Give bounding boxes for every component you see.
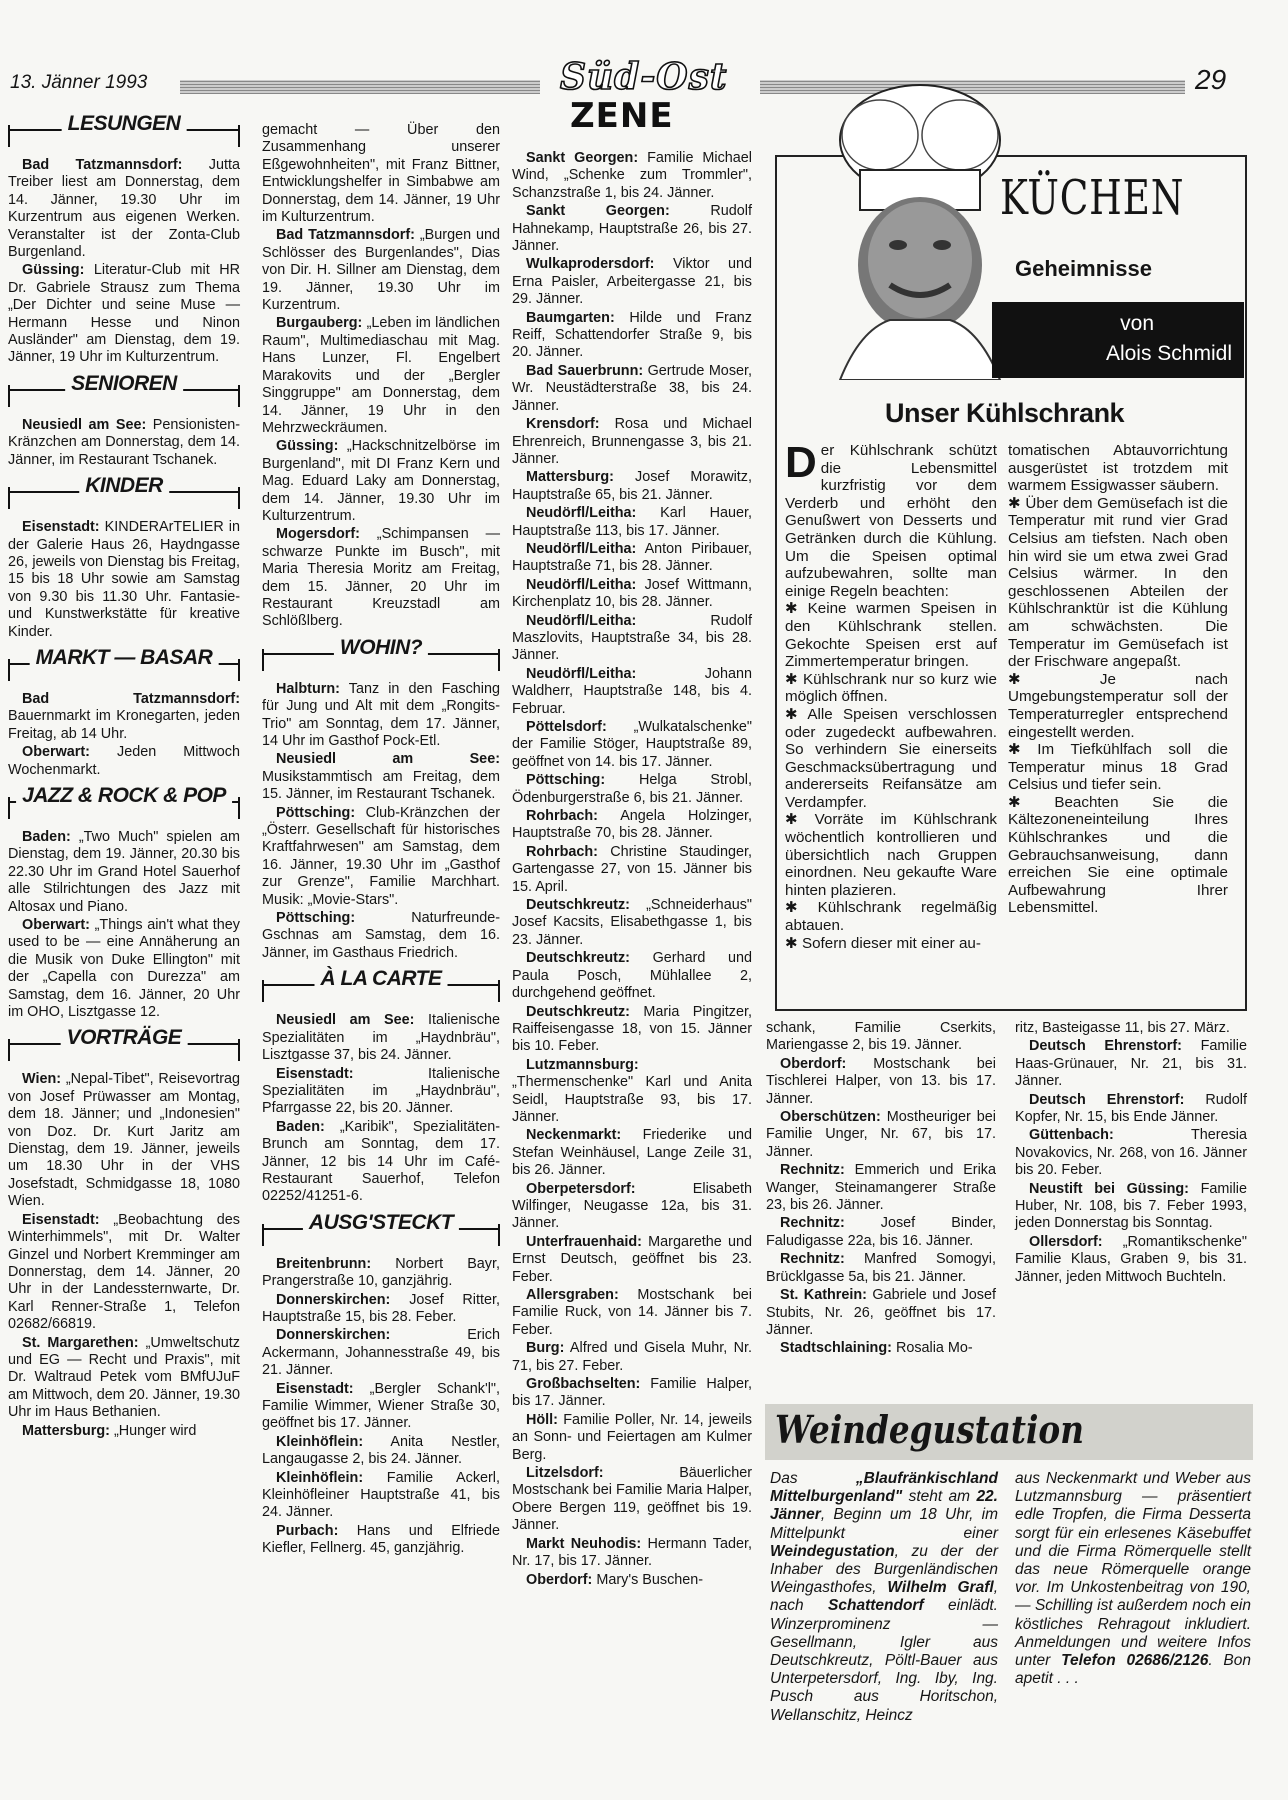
bullet-icon: ✱ — [1008, 494, 1026, 512]
event-entry — [8, 262, 240, 366]
column-heurige-2 — [766, 1020, 996, 1359]
event-entry — [766, 1251, 996, 1286]
event-entry — [8, 1335, 240, 1422]
event-place: Neudörfl/Leitha: — [526, 505, 637, 522]
event-entry — [766, 1162, 996, 1214]
author-name: Alois Schmidl — [1105, 342, 1232, 365]
event-text: Angela Holzinger, Hauptstraße 70, bis 28. Jänner. — [512, 808, 752, 842]
bullet-icon: ✱ — [1008, 670, 1100, 688]
event-text: Alfred und Gisela Muhr, Nr. 71, bis 27. Feber. — [512, 1340, 752, 1374]
tip-item: ✱ Keine warmen Speisen in den Kühlschrank stellen. Gekochte Speisen erst auf Zimmertemperatur bringen. — [785, 600, 997, 671]
event-place: Deutschkreutz: — [526, 897, 630, 914]
event-entry — [512, 844, 752, 896]
event-entry — [512, 1234, 752, 1286]
event-place: Mattersburg: — [22, 1422, 110, 1439]
author-von: von — [1120, 312, 1154, 335]
event-text: Manfred Somogyi, Brücklgasse 5a, bis 21. Jänner. — [766, 1251, 997, 1285]
continued-text: ritz, Basteigasse 11, bis 27. März. — [1015, 1020, 1230, 1036]
event-text: Rosa und Michael Ehrenreich, Brunnengasse 3, bis 21. Jänner. — [512, 416, 752, 467]
event-text: Gabriele und Josef Stubits, Nr. 26, geöffnet bis 17. Jänner. — [766, 1287, 997, 1338]
event-entry — [8, 691, 240, 743]
event-entry — [512, 256, 752, 308]
event-place: Krensdorf: — [526, 416, 600, 433]
event-place: Rohrbach: — [526, 843, 598, 860]
section-header — [8, 1027, 240, 1061]
event-entry — [262, 1381, 500, 1433]
event-entry — [512, 203, 752, 255]
event-place: Breitenbrunn: — [276, 1255, 372, 1272]
event-place: Wien: — [22, 1071, 62, 1088]
event-text: Margarethe und Ernst Deutsch, geöffnet bis 23. Feber. — [512, 1233, 752, 1285]
event-entry — [512, 1287, 752, 1339]
bullet-icon: ✱ — [785, 705, 808, 723]
event-text: Musikstammtisch am Freitag, dem 15. Jänner, im Restaurant Tschanek. — [262, 768, 500, 803]
event-entry — [8, 917, 240, 1021]
event-entry — [8, 157, 240, 261]
event-entry — [512, 363, 752, 415]
event-entry — [8, 829, 240, 916]
event-place: Markt Neuhodis: — [526, 1535, 642, 1552]
event-entry — [1015, 1038, 1247, 1090]
header-rule-left — [180, 80, 540, 94]
tip-item: ✱ Im Tiefkühlfach soll die Temperatur minus 18 Grad Celsius und tiefer sein. — [1008, 741, 1228, 794]
column-heurige-3 — [1015, 1020, 1247, 1287]
section-header — [8, 785, 240, 819]
event-text: Familie Huber, Nr. 108, bis 7. Feber 1993, jeden Donnerstag bis Sonntag. — [1015, 1180, 1248, 1232]
event-place: St. Kathrein: — [780, 1287, 867, 1304]
event-entry — [262, 751, 500, 803]
kuechen-subtitle: Geheimnisse — [1015, 256, 1152, 281]
event-entry — [512, 505, 752, 540]
event-place: Pöttsching: — [276, 804, 356, 821]
event-place: Mattersburg: — [526, 469, 614, 486]
event-text: „Schimpansen — schwarze Punkte im Busch", mit Maria Theresia Moritz am Freitag, dem 15. Jänner, 20 Uhr im Restaurant Kreuzstadl am Schlößlberg. — [262, 526, 500, 630]
event-entry — [512, 1127, 752, 1179]
bullet-icon: ✱ — [785, 600, 808, 618]
event-entry — [262, 315, 500, 437]
event-text: Mostschank bei Tischlerei Halper, von 13. bis 17. Jänner. — [766, 1055, 996, 1107]
event-place: Güttenbach: — [1029, 1127, 1114, 1144]
event-entry — [262, 1470, 500, 1522]
event-text: Karl Hauer, Hauptstraße 113, bis 17. Jänner. — [512, 505, 752, 539]
column-events-1 — [8, 112, 241, 1441]
tip-item: ✱ Beachten Sie die Kältezoneneinteilung Ihres Kühlschrankes und die Gebrauchsanweisung, dann erreichen Sie eine optimale Aufbewahrung Ihrer Lebensmittel. — [1008, 793, 1228, 917]
event-place: Großbachselten: — [526, 1376, 641, 1393]
event-text: „Romantikschenke" Familie Klaus, Graben 9, bis 31. Jänner, jeden Mittwoch Buchteln. — [1015, 1233, 1247, 1285]
kuechen-title: KÜCHEN — [1000, 170, 1185, 226]
event-text: Johann Waldherr, Hauptstraße 148, bis 4. Februar. — [512, 665, 752, 717]
section-title: LESUNGEN — [62, 115, 187, 132]
event-entry — [8, 1071, 240, 1210]
event-place: Höll: — [526, 1411, 558, 1428]
event-place: Oberpetersdorf: — [526, 1180, 636, 1197]
event-entry — [512, 1340, 752, 1375]
event-text: Rudolf Hahnekamp, Hauptstraße 26, bis 27. Jänner. — [512, 203, 753, 255]
event-entry — [262, 1066, 500, 1118]
event-entry — [766, 1056, 996, 1108]
event-place: Bad Tatzmannsdorf: — [276, 227, 415, 244]
event-text: Familie Haas-Grünauer, Nr. 21, bis 31. Jänner. — [1015, 1038, 1247, 1090]
event-text: Friederike und Stefan Weinhäusel, Lange Zeile 31, bis 26. Jänner. — [512, 1127, 752, 1179]
event-entry — [1015, 1127, 1247, 1179]
masthead — [540, 56, 745, 142]
section-header — [262, 637, 500, 671]
event-text: Italienische Spezialitäten im „Haydnbräu", Lisztgasse 37, bis 24. Jänner. — [262, 1012, 500, 1064]
event-place: Unterfrauenhaid: — [526, 1233, 642, 1250]
column-heurige-1 — [512, 150, 752, 1590]
continued-text: gemacht — Über den Zusammenhang unserer Eßgewohnheiten", mit Franz Bittner, Entwicklungshelfer in Simbabwe am Donnerstag, dem 14. Jänner, 19 Uhr im Kulturzentrum. — [262, 122, 500, 226]
event-text: Anita Nestler, Langaugasse 2, bis 24. Jänner. — [262, 1433, 500, 1468]
event-entry — [512, 1376, 752, 1411]
bullet-icon: ✱ — [785, 811, 815, 829]
kuechen-text-left — [785, 438, 997, 952]
event-place: Lutzmannsburg: — [526, 1056, 639, 1073]
event-entry — [262, 1523, 500, 1558]
event-text: Josef Wittmann, Kirchenplatz 10, bis 28. Jänner. — [512, 576, 752, 611]
bullet-icon: ✱ — [785, 899, 818, 917]
event-entry — [512, 577, 752, 612]
event-text: Mostschank bei Familie Ruck, von 14. Jänner bis 7. Feber. — [512, 1287, 753, 1338]
section-header — [262, 968, 500, 1002]
kuechen-intro: er Kühlschrank schützt die Lebensmittel kurzfristig vor dem Verderb und erhöht den Genußwert von Desserts und Getränken durch die Kühlung. Um die Speisen optimal aufzubewahren, sollte man einige Regeln beachten: — [785, 442, 997, 600]
event-place: Pöttsching: — [276, 910, 356, 927]
event-text: „Schneiderhaus" Josef Kacsits, Elisabethgasse 1, bis 23. Jänner. — [512, 897, 752, 948]
event-text: Mostheuriger bei Familie Unger, Nr. 67, bis 17. Jänner. — [766, 1109, 996, 1160]
event-place: Deutschkreutz: — [526, 950, 630, 967]
page-number: 29 — [1195, 64, 1227, 95]
event-place: Burgauberg: — [276, 315, 363, 332]
event-text: Club-Kränzchen der „Österr. Gesellschaft für historisches Kraftfahrwesen" am Samstag, dem 16. Jänner, 19.30 Uhr im „Gasthof zur Grenze", Familie Marchhart. Musik: „Movie-Stars". — [262, 804, 501, 908]
event-text: Helga Strobl, Ödenburgerstraße 6, bis 21. Jänner. — [512, 772, 752, 806]
tip-item: ✱ Sofern dieser mit einer au- — [785, 934, 981, 952]
event-place: Sankt Georgen: — [526, 150, 639, 166]
event-text: Familie Michael Wind, „Schenke zum Trommler", Schanzstraße 1, bis 24. Jänner. — [512, 150, 752, 201]
event-entry — [1015, 1181, 1247, 1233]
event-text: „Hackschnitzelbörse im Burgenland", mit DI Franz Kern und Mag. Eduard Laky am Donnerstag, dem 14. Jänner, 19.30 Uhr im Kulturzentrum. — [262, 438, 500, 524]
event-place: Stadtschlaining: — [780, 1340, 892, 1357]
event-text: „Umweltschutz und EG — Recht und Praxis", mit Dr. Waltraud Petek vom BMfUJuF am Mittwoch, dem 20. Jänner, 19.30 Uhr im Haus Bethanien. — [8, 1334, 240, 1421]
event-place: Kleinhöflein: — [276, 1469, 364, 1486]
event-entry — [512, 469, 752, 504]
event-entry — [512, 416, 752, 468]
event-text: Bauernmarkt im Kronegarten, jeden Freitag, ab 14 Uhr. — [8, 708, 240, 742]
event-entry — [262, 526, 500, 630]
event-text: Christine Staudinger, Gartengasse 27, von 15. Jänner bis 15. April. — [512, 843, 752, 895]
event-place: Neudörfl/Leitha: — [526, 612, 637, 629]
event-entry — [8, 1423, 240, 1440]
section-title: À LA CARTE — [315, 970, 448, 987]
event-place: Neustift bei Güssing: — [1029, 1180, 1189, 1197]
event-text: Josef Binder, Faludigasse 22a, bis 16. Jänner. — [766, 1215, 996, 1249]
event-place: Mogersdorf: — [276, 526, 360, 543]
event-text: Bäuerlicher Mostschank bei Familie Maria Halper, Obere Bergen 119, geöffnet bis 19. Jänner. — [512, 1465, 752, 1534]
weindegustation-text-right: aus Neckenmarkt und Weber aus Lutzmannsburg — präsentiert edle Tropfen, die Firma Desserta sorgt für ein erlesenes Käsebuffet und die Firma Römerquelle stellt das neue Römerquelle orange vor. Im Unkostenbeitrag von 190,— Schilling ist außerdem noch ein köstliches Rehragout inkludiert. Anmeldungen und weitere Infos unter Telefon 02686/2126. Bon apetit . . . — [1015, 1470, 1252, 1688]
event-entry — [8, 1212, 240, 1334]
section-title: JAZZ & ROCK & POP — [16, 787, 232, 804]
event-text: Mary's Buschen- — [596, 1571, 704, 1588]
event-entry — [512, 310, 752, 362]
event-entry — [766, 1287, 996, 1339]
event-entry — [512, 1465, 752, 1535]
event-text: Rosalia Mo- — [895, 1340, 973, 1357]
event-place: Neudörfl/Leitha: — [526, 576, 637, 593]
event-text: Familie Halper, bis 17. Jänner. — [512, 1376, 752, 1410]
event-entry — [1015, 1234, 1247, 1286]
chef-portrait-icon — [820, 80, 1020, 380]
weindegustation-title: Weindegustation — [775, 1407, 1084, 1452]
section-title: VORTRÄGE — [61, 1029, 188, 1046]
event-place: Rohrbach: — [526, 808, 598, 825]
section-header — [8, 647, 240, 681]
event-text: Rudolf Maszlovits, Hauptstraße 34, bis 28. Jänner. — [512, 612, 752, 664]
event-entry — [512, 772, 752, 807]
event-place: Eisenstadt: — [276, 1380, 354, 1397]
event-text: Gerhard und Paula Posch, Mühlallee 2, durchgehend geöffnet. — [512, 950, 752, 1002]
event-text: Josef Morawitz, Hauptstraße 65, bis 21. Jänner. — [512, 469, 753, 503]
event-entry — [262, 1119, 500, 1206]
event-entry — [512, 1572, 752, 1589]
tip-item: ✱ Vorräte im Kühlschrank wöchentlich kontrollieren und übersichtlich nach Gruppen einordnen. Neu gekaufte Ware hinten plazieren. — [785, 811, 997, 899]
event-place: Oberdorf: — [526, 1571, 593, 1588]
event-place: Pöttelsdorf: — [526, 719, 607, 735]
bullet-icon: ✱ — [785, 670, 803, 688]
kuechen-text-right — [1008, 442, 1228, 917]
event-text: „Wulkatalschenke" der Familie Stöger, Hauptstraße 89, geöffnet von 14. bis 17. Jänner. — [512, 719, 752, 770]
event-entry — [512, 1004, 752, 1056]
event-entry — [1015, 1092, 1247, 1127]
continued-text: schank, Familie Cserkits, Mariengasse 2, bis 19. Jänner. — [766, 1020, 996, 1054]
event-entry — [512, 1181, 752, 1233]
event-place: Sankt Georgen: — [526, 203, 670, 220]
event-place: St. Margarethen: — [22, 1334, 139, 1351]
event-text: Erich Ackermann, Johannesstraße 49, bis 21. Jänner. — [262, 1327, 500, 1379]
event-place: Deutsch Ehrenstorf: — [1029, 1091, 1185, 1108]
event-text: Jutta Treiber liest am Donnerstag, dem 14. Jänner, 19.30 Uhr im Kurzentrum aus eigenen Werken. Veranstalter ist der Zonta-Club Burgenland. — [8, 157, 240, 261]
tip-item: ✱ Kühlschrank regelmäßig abtauen. — [785, 899, 997, 935]
event-place: Güssing: — [22, 262, 85, 279]
event-place: Eisenstadt: — [22, 1211, 100, 1228]
event-entry — [262, 438, 500, 525]
event-place: Güssing: — [276, 438, 339, 455]
event-entry — [512, 719, 752, 771]
event-text: „Things ain't what they used to be — eine Annäherung an die Musik von Duke Ellington" mit der „Capella con Durezza" am Samstag, dem 16. Jänner, 20 Uhr im OHO, Lisztgasse 12. — [8, 917, 240, 1021]
event-entry — [262, 1434, 500, 1469]
event-entry — [512, 150, 752, 202]
event-text: Hans und Elfriede Kiefler, Fellnerg. 45, ganzjährig. — [262, 1522, 500, 1557]
event-text: „Leben im ländlichen Raum", Multimediaschau mit Mag. Hans Lunzer, Fl. Engelbert Marakovits und der „Bergler Singgruppe" am Donnerstag, dem 14. Jänner, 19 Uhr in den Mehrzweckräumen. — [262, 315, 500, 436]
event-text: Gertrude Moser, Wr. Neustädterstraße 38, bis 24. Jänner. — [512, 362, 753, 414]
section-title: AUSG'STECKT — [303, 1214, 459, 1231]
event-entry — [8, 519, 240, 641]
event-place: Deutsch Ehrenstorf: — [1029, 1038, 1182, 1055]
event-entry — [8, 744, 240, 779]
tip-item: ✱ Kühlschrank nur so kurz wie möglich öffnen. — [785, 670, 997, 706]
event-place: Oberschützen: — [780, 1109, 881, 1126]
event-place: Kleinhöflein: — [276, 1433, 364, 1450]
event-entry — [262, 1292, 500, 1327]
tip-item: ✱ Alle Speisen verschlossen oder zugedeckt aufbewahren. So verhindern Sie einerseits Geschmacksübertragung und andererseits Reifansätze am Verdampfer. — [785, 705, 997, 811]
event-text: Naturfreunde-Gschnas am Samstag, dem 16. Jänner, im Gasthaus Friedrich. — [262, 910, 500, 961]
section-header — [262, 1212, 500, 1246]
event-place: Bad Sauerbrunn: — [526, 362, 644, 379]
event-place: Eisenstadt: — [276, 1065, 354, 1082]
event-place: Purbach: — [276, 1522, 339, 1539]
event-text: „Burgen und Schlösser des Burgenlandes", Dias von Dir. H. Sillner am Dienstag, dem 19. Jänner, 19.30 Uhr im Kurzentrum. — [262, 227, 501, 314]
event-text: Theresia Novakovics, Nr. 268, von 16. Jänner bis 20. Feber. — [1015, 1127, 1247, 1179]
section-header — [8, 373, 240, 407]
event-place: Neusiedl am See: — [276, 1012, 415, 1029]
event-place: Rechnitz: — [780, 1251, 845, 1268]
event-text: Viktor und Erna Paisler, Arbeitergasse 21, bis 29. Jänner. — [512, 256, 752, 308]
event-place: Bad Tatzmannsdorf: — [22, 157, 183, 173]
event-text: Jeden Mittwoch Wochenmarkt. — [8, 744, 240, 778]
event-place: Halbturn: — [276, 680, 340, 697]
event-entry — [262, 910, 500, 962]
event-entry — [512, 613, 752, 665]
event-place: Litzelsdorf: — [526, 1465, 604, 1482]
event-place: Baden: — [276, 1118, 325, 1135]
dropcap: D — [785, 438, 817, 487]
event-place: Wulkaprodersdorf: — [526, 256, 655, 273]
event-place: Donnerskirchen: — [276, 1327, 391, 1344]
event-text: „Beobachtung des Winterhimmels", mit Dr. Walter Ginzel und Norbert Kremminger am Donnerstag, dem 14. Jänner, 20 Uhr in der Landessternwarte, Dr. Karl Renner-Straße 1, Telefon 02682/66819. — [8, 1211, 241, 1333]
event-place: Neusiedl am See: — [276, 751, 500, 768]
event-text: Familie Poller, Nr. 14, jeweils an Sonn- und Feiertagen am Kulmer Berg. — [512, 1411, 752, 1463]
bullet-icon: ✱ — [1008, 793, 1055, 811]
event-text: Literatur-Club mit HR Dr. Gabriele Strausz zum Thema „Der Dichter und seine Muse — Hermann Hesse und Ninon Ausländer" am Dienstag, dem 19. Jänner, 19 Uhr im Kulturzentrum. — [8, 262, 240, 366]
event-entry — [512, 666, 752, 718]
event-text: KINDERArTELIER in der Galerie Haus 26, Haydngasse 26, jeweils von Dienstag bis Freitag, 15 bis 18 Uhr sowie am Samstag von 9.30 bis 11.30 Uhr. Fantasie- und Kunstwerkstätte für kreative Kinder. — [8, 519, 241, 640]
event-text: Norbert Bayr, Prangerstraße 10, ganzjährig. — [262, 1255, 501, 1290]
section-header — [8, 113, 240, 147]
event-text: Pensionisten-Kränzchen am Donnerstag, dem 14. Jänner, im Restaurant Tschanek. — [8, 416, 240, 468]
event-text: Familie Ackerl, Kleinhöfleiner Hauptstraße 41, bis 24. Jänner. — [262, 1469, 501, 1521]
event-place: Burg: — [526, 1340, 565, 1357]
bullet-icon: ✱ — [1008, 741, 1038, 759]
tip-item: ✱ Über dem Gemüsefach ist die Temperatur mit rund vier Grad Celsius am tiefsten. Nach oben hin wird sie um etwa zwei Grad Celsius wärmer. In den geschlossenen Abteilen der Kühlschranktür ist die Kühlung am schwächsten. Die Temperatur im Gemüsefach ist der Frischware angepaßt. — [1008, 494, 1228, 671]
event-place: Pöttsching: — [526, 772, 606, 789]
event-text: Elisabeth Wilfinger, Neugasse 12a, bis 31. Jänner. — [512, 1180, 752, 1232]
event-text: Josef Ritter, Hauptstraße 15, bis 28. Feber. — [262, 1291, 500, 1325]
event-place: Neudörfl/Leitha: — [526, 665, 637, 682]
event-place: Rechnitz: — [780, 1162, 845, 1179]
event-entry — [512, 1057, 752, 1127]
event-entry — [262, 1327, 500, 1379]
event-text: „Nepal-Tibet", Reisevortrag von Josef Prüwasser am Montag, dem 18. Jänner; und „Indonesien" von Doz. Dr. Kurt Jaritz am Dienstag, dem 19. Jänner, jeweils um 18.30 Uhr in der VHS Josefstadt, Schmidgasse 18, 1080 Wien. — [8, 1071, 240, 1210]
event-text: Hilde und Franz Reiff, Schattendorfer Straße 9, bis 20. Jänner. — [512, 309, 752, 361]
event-entry — [512, 1536, 752, 1571]
event-entry — [262, 227, 500, 314]
event-text: „Bergler Schank'l", Familie Wimmer, Wiener Straße 30, geöffnet bis 17. Jänner. — [262, 1380, 500, 1432]
event-place: Deutschkreutz: — [526, 1003, 630, 1020]
event-place: Neusiedl am See: — [22, 416, 147, 433]
masthead-top: Süd-Ost — [560, 56, 728, 98]
column-events-2 — [262, 122, 500, 1559]
event-text: Tanz in den Fasching für Jung und Alt mit dem „Rongits-Trio" am Sonntag, dem 17. Jänner, 14 Uhr im Gasthof Pock-Etl. — [262, 680, 500, 749]
event-place: Neudörfl/Leitha: — [526, 540, 637, 557]
event-entry — [262, 681, 500, 751]
event-place: Oberwart: — [22, 917, 90, 933]
event-place: Allersgraben: — [526, 1287, 619, 1303]
event-place: Ollersdorf: — [1029, 1233, 1103, 1250]
event-place: Oberwart: — [22, 744, 90, 761]
event-text: „Two Much" spielen am Dienstag, dem 19. Jänner, 20.30 bis 22.30 Uhr im Grand Hotel Sauerhof alle Stilrichtungen des Jazz mit Altosax und Piano. — [8, 828, 241, 915]
event-text: Italienische Spezialitäten im „Haydnbräu", Pfarrgasse 22, bis 20. Jänner. — [262, 1065, 500, 1117]
section-title: SENIOREN — [65, 375, 183, 392]
kuechen-headline: Unser Kühlschrank — [885, 398, 1125, 428]
section-title: WOHIN? — [334, 639, 428, 656]
event-text: „Hunger wird — [113, 1422, 197, 1439]
event-text: Rudolf Kopfer, Nr. 15, bis Ende Jänner. — [1015, 1091, 1247, 1126]
bullet-icon: ✱ — [785, 934, 802, 952]
event-entry — [8, 417, 240, 469]
event-text: „Karibik", Spezialitäten-Brunch am Sonntag, dem 17. Jänner, 12 bis 14 Uhr im Café-Restaurant Sauerhof, Telefon 02252/41251-6. — [262, 1118, 501, 1205]
event-entry — [512, 897, 752, 949]
event-place: Baumgarten: — [526, 309, 615, 326]
event-place: Donnerskirchen: — [276, 1291, 391, 1308]
event-text: Maria Pingitzer, Raiffeisengasse 18, von 15. Jänner bis 10. Feber. — [512, 1003, 752, 1055]
event-place: Bad Tatzmannsdorf: — [22, 690, 240, 707]
event-entry — [512, 950, 752, 1002]
event-place: Oberdorf: — [780, 1055, 847, 1072]
event-text: Anton Piribauer, Hauptstraße 71, bis 28. Jänner. — [512, 540, 752, 575]
weindegustation-text-left: Das „Blaufränkischland Mittelburgenland" steht am 22. Jänner, Beginn um 18 Uhr, im Mittelpunkt einer Weindegustation, zu der der Inhaber des Burgenländischen Weingasthofes, Wilhelm Grafl, nach Schattendorf einlädt. Winzerprominenz — Gesellmann, Igler aus Deutschkreutz, Pöltl-Bauer aus Unterpetersdorf, Ing. Iby, Ing. Pusch aus Horitschon, Wellanschitz, Heincz — [770, 1470, 998, 1724]
event-text: „Thermenschenke" Karl und Anita Seidl, Hauptstraße 93, bis 17. Jänner. — [512, 1074, 752, 1125]
section-title: KINDER — [79, 477, 169, 494]
event-entry — [766, 1340, 996, 1357]
event-entry — [512, 541, 752, 576]
event-place: Rechnitz: — [780, 1215, 845, 1232]
kuechen-continued: tomatischen Abtauvorrichtung ausgerüstet ist trotzdem mit warmem Essigwasser säubern. — [1008, 442, 1228, 495]
event-text: Hermann Tader, Nr. 17, bis 17. Jänner. — [512, 1535, 752, 1570]
event-entry — [766, 1109, 996, 1161]
masthead-bottom: ZENE — [570, 96, 674, 136]
event-text: Emmerich und Erika Wanger, Steinamangerer Straße 23, bis 26. Jänner. — [766, 1162, 996, 1214]
event-entry — [262, 1256, 500, 1291]
event-place: Eisenstadt: — [22, 519, 100, 536]
event-entry — [512, 808, 752, 843]
event-entry — [766, 1215, 996, 1250]
event-place: Neckenmarkt: — [526, 1127, 622, 1144]
tip-item: ✱ Je nach Umgebungstemperatur soll der Temperaturregler entsprechend eingestellt werden. — [1008, 670, 1228, 741]
event-place: Baden: — [22, 828, 71, 845]
event-entry — [262, 805, 500, 909]
author-bar — [992, 302, 1244, 378]
event-entry — [512, 1412, 752, 1464]
event-entry — [262, 1012, 500, 1064]
issue-date: 13. Jänner 1993 — [10, 72, 148, 93]
section-header — [8, 475, 240, 509]
section-title: MARKT — BASAR — [30, 649, 219, 666]
